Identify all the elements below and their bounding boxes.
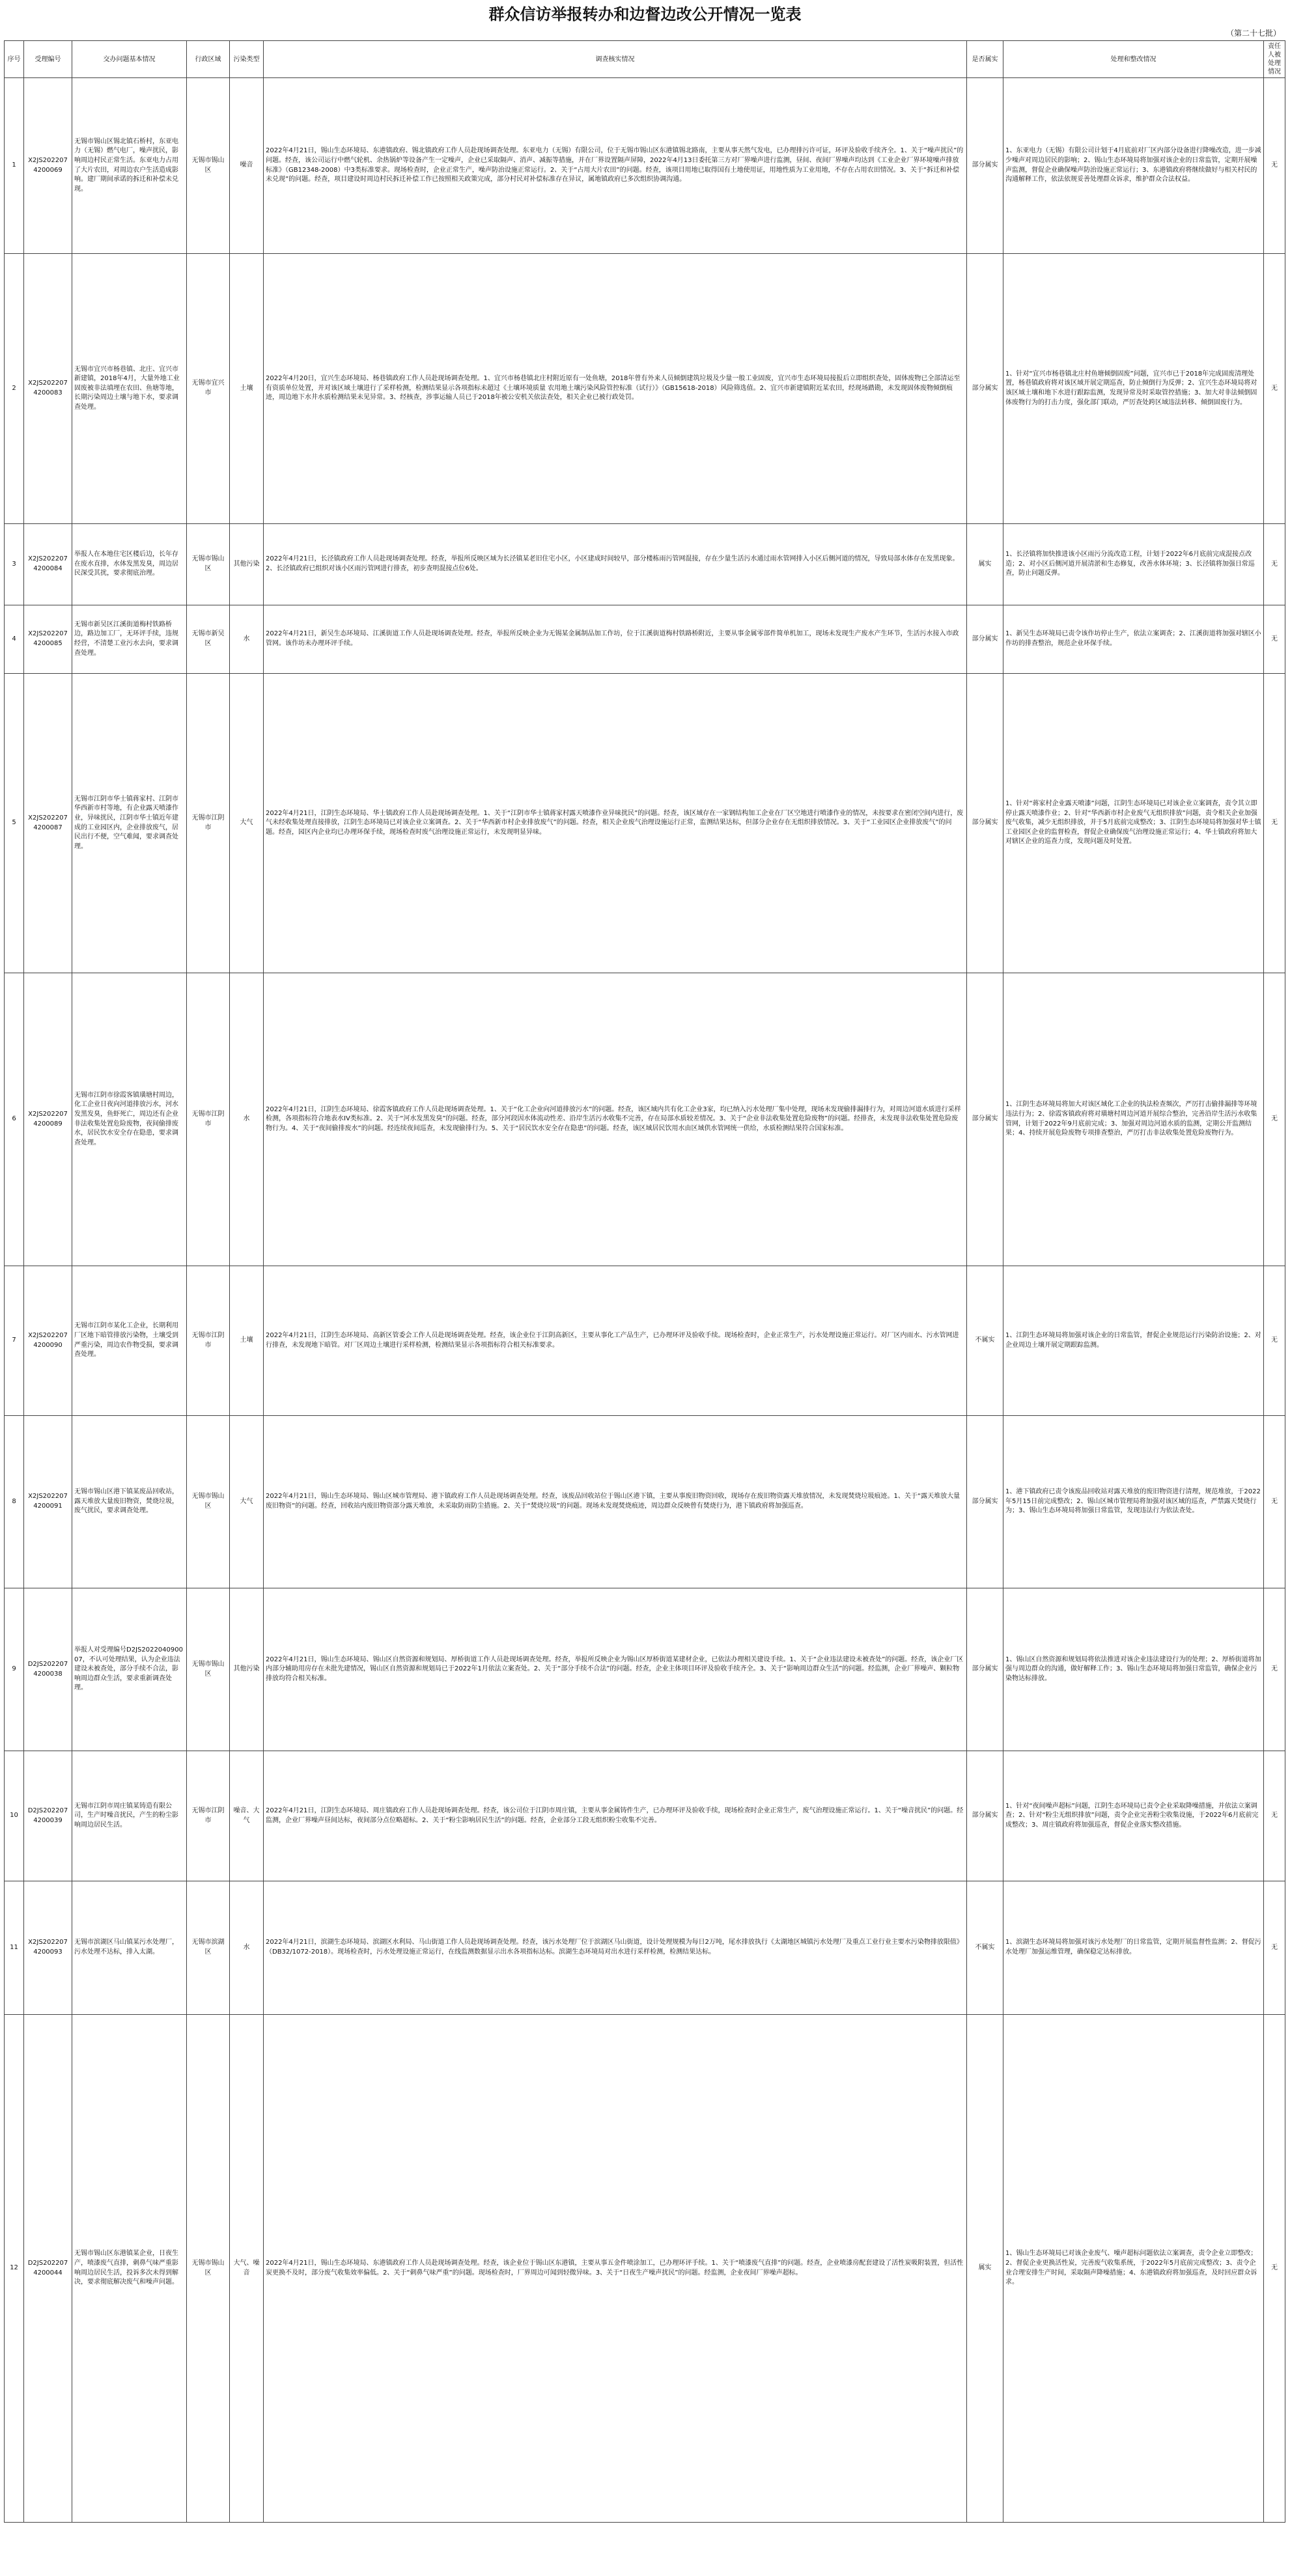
cell-issue: 无锡市锡山区锡北镇石桥村，东亚电力（无锡）燃气电厂，噪声扰民，影响周边村民正常生活。东亚电力占用了大片农田，对周边农户生活造成影响。建厂期间承诺的拆迁和补偿未兑现。 (72, 78, 187, 254)
header-result: 处理和整改情况 (1003, 41, 1264, 78)
cell-is-true: 不属实 (967, 1266, 1003, 1416)
cell-result: 1、针对“宜兴市杨巷镇北庄村鱼塘倾倒固废”问题，宜兴市已于2018年完成固废清理处置，杨巷镇政府将对该区域开展定期巡查，防止倾倒行为反弹；2、宜兴生态环境局将对该区域土壤和地下水进行跟踪监测，发现异常及时采取管控措施；3、加大对非法倾倒固体废物行为的打击力度，强化部门联动，严厉查处跨区域违法转移、倾倒固废行为。 (1003, 254, 1264, 524)
table-row (5, 254, 1285, 524)
header-region: 行政区域 (187, 41, 230, 78)
table-row (5, 674, 1285, 973)
cell-is-true: 部分属实 (967, 1416, 1003, 1588)
cell-result: 1、针对“蒋家村企业露天喷漆”问题，江阴生态环境局已对该企业立案调查，责令其立即停止露天喷漆作业；2、针对“华西新市村企业废气无组织排放”问题，责令相关企业加强废气收集，减少无组织排放，并于5月底前完成整改；3、江阴生态环境局将加强对华士镇工业园区企业的监督检查，督促企业确保废气治理设施正常运行；4、华士镇政府将加大对辖区企业的巡查力度，发现问题及时处置。 (1003, 674, 1264, 973)
cell-code: X2JS202207 4200085 (24, 605, 72, 674)
header-is-true: 是否属实 (967, 41, 1003, 78)
cell-type: 土壤 (230, 254, 264, 524)
cell-no: 3 (5, 524, 24, 605)
cell-verify: 2022年4月21日，江阴生态环境局、高新区管委会工作人员赴现场调查处理。经查，该企业位于江阴高新区，主要从事化工产品生产，已办理环评及验收手续。现场检查时，企业正常生产，污水处理设施正常运行。对厂区内雨水、污水管网进行排查，未发现地下暗管。对厂区周边土壤进行采样检测，检测结果显示各项指标符合相关标准要求。 (264, 1266, 967, 1416)
cell-verify: 2022年4月21日，滨湖生态环境局、滨湖区水利局、马山街道工作人员赴现场调查处理。经查，该污水处理厂位于滨湖区马山街道，设计处理规模为每日2万吨，尾水排放执行《太湖地区城镇污水处理厂及重点工业行业主要水污染物排放限值》（DB32/1072-2018）。现场检查时，污水处理设施正常运行，在线监测数据显示出水各项指标达标。滨湖生态环境局对出水进行采样检测，检测结果达标。 (264, 1881, 967, 2015)
header-type: 污染类型 (230, 41, 264, 78)
cell-issue: 无锡市江阴市某化工企业，长期利用厂区地下暗管排放污染物，土壤受到严重污染，周边农作物受损，要求调查处理。 (72, 1266, 187, 1416)
cell-region: 无锡市锡山区 (187, 1416, 230, 1588)
cell-type: 大气、噪音 (230, 2015, 264, 2523)
cell-is-true: 部分属实 (967, 1751, 1003, 1881)
header-verify: 调查核实情况 (264, 41, 967, 78)
cell-verify: 2022年4月21日，长泾镇政府工作人员赴现场调查处理。经查，举报所反映区域为长泾镇某老旧住宅小区，小区建成时间较早，部分楼栋雨污管网混接，存在少量生活污水通过雨水管网排入小区后侧河道的情况，导致局部水体存在发黑现象。2、长泾镇政府已组织对该小区雨污管网进行排查，初步查明混接点位6处。 (264, 524, 967, 605)
cell-verify: 2022年4月21日，锡山生态环境局、东港镇政府、锡北镇政府工作人员赴现场调查处理。东亚电力（无锡）有限公司，位于无锡市锡山区东港镇锡北路南，主要从事天然气发电，已办理排污许可证，环评及验收手续齐全。1、关于“噪声扰民”的问题。经查，该公司运行中燃气轮机、余热锅炉等设备产生一定噪声，企业已采取隔声、消声、减振等措施，并在厂界设置隔声屏障，2022年4月13日委托第三方对厂界噪声进行监测，昼间、夜间厂界噪声均达到《工业企业厂界环境噪声排放标准》（GB12348-2008）中3类标准要求。现场检查时，企业正常生产，噪声防治设施正常运行。2、关于“占用大片农田”的问题。经查，该项目用地已取得国有土地使用证，用地性质为工业用地，不存在占用农田情况。3、关于“拆迁和补偿未兑现”的问题。经查，项目建设时周边村民拆迁补偿工作已按照相关政策完成，部分村民对补偿标准存在异议，属地镇政府已多次组织协调沟通。 (264, 78, 967, 254)
cell-verify: 2022年4月21日，锡山生态环境局、锡山区自然资源和规划局、厚桥街道工作人员赴现场调查处理。经查，举报所反映企业为锡山区厚桥街道某建材企业，已依法办理相关建设手续。1、关于“企业违法建设未被查处”的问题。经查，该企业厂区内部分辅助用房存在未批先建情况，锡山区自然资源和规划局已于2022年1月依法立案查处。2、关于“部分手续不合法”的问题。经查，企业主体项目环评及验收手续齐全。3、关于“影响周边群众生活”的问题。经监测，企业厂界噪声、颗粒物排放均符合相关标准。 (264, 1588, 967, 1751)
cell-no: 8 (5, 1416, 24, 1588)
cell-code: X2JS202207 4200090 (24, 1266, 72, 1416)
cell-region: 无锡市滨湖区 (187, 1881, 230, 2015)
cell-type: 土壤 (230, 1266, 264, 1416)
cell-no: 11 (5, 1881, 24, 2015)
cell-accountable: 无 (1264, 605, 1285, 674)
table-row (5, 1588, 1285, 1751)
table-row (5, 2015, 1285, 2523)
cell-is-true: 部分属实 (967, 78, 1003, 254)
table-header-row (5, 41, 1285, 78)
cell-code: D2JS202207 4200039 (24, 1751, 72, 1881)
cell-code: X2JS202207 4200089 (24, 973, 72, 1266)
cell-issue: 举报人在本地住宅区楼后边，长年存在废水直排，水体发黑发臭，周边居民深受其扰，要求彻底治理。 (72, 524, 187, 605)
cell-type: 水 (230, 1881, 264, 2015)
cell-result: 1、滨湖生态环境局将加强对该污水处理厂的日常监管，定期开展监督性监测；2、督促污水处理厂加强运维管理，确保稳定达标排放。 (1003, 1881, 1264, 2015)
cell-code: X2JS202207 4200083 (24, 254, 72, 524)
cell-is-true: 属实 (967, 2015, 1003, 2523)
cell-verify: 2022年4月21日，新吴生态环境局、江溪街道工作人员赴现场调查处理。经查，举报所反映企业为无锡某金属制品加工作坊，位于江溪街道梅村铁路桥附近，主要从事金属零部件简单机加工，现场未发现生产废水产生环节，生活污水接入市政管网。该作坊未办理环评手续。 (264, 605, 967, 674)
header-code: 受理编号 (24, 41, 72, 78)
cell-region: 无锡市锡山区 (187, 524, 230, 605)
cell-issue: 无锡市江阴市徐霞客镇璜塘村周边，化工企业日夜向河道排放污水，河水发黑发臭，鱼虾死亡，周边还有企业非法收集处置危险废物，夜间偷排废水，居民饮水安全存在隐患，要求调查处理。 (72, 973, 187, 1266)
header-no: 序号 (5, 41, 24, 78)
cell-region: 无锡市江阴市 (187, 973, 230, 1266)
cell-no: 2 (5, 254, 24, 524)
cell-issue: 举报人对受理编号D2JS202204090007，不认可处理结果，认为企业违法建设未被查处，部分手续不合法，影响周边群众生活，要求重新调查处理。 (72, 1588, 187, 1751)
cell-result: 1、江阴生态环境局将加强对该企业的日常监管，督促企业规范运行污染防治设施；2、对企业周边土壤开展定期跟踪监测。 (1003, 1266, 1264, 1416)
cell-code: X2JS202207 4200084 (24, 524, 72, 605)
cell-accountable: 无 (1264, 78, 1285, 254)
cell-accountable: 无 (1264, 1751, 1285, 1881)
cell-type: 大气 (230, 674, 264, 973)
cell-issue: 无锡市锡山区港下镇某废品回收站，露天堆放大量废旧物资，焚烧垃圾，废气扰民，要求调查处理。 (72, 1416, 187, 1588)
batch-label: （第二十七批） (1226, 29, 1281, 38)
table-row (5, 1881, 1285, 2015)
complaints-table (4, 40, 1285, 2523)
cell-code: X2JS202207 4200087 (24, 674, 72, 973)
cell-no: 6 (5, 973, 24, 1266)
cell-issue: 无锡市宜兴市杨巷镇、北庄、宜兴市新建镇，2018年4月，大量外地工业固废被非法填埋在农田、鱼塘等地，长期污染周边土壤与地下水，要求调查处理。 (72, 254, 187, 524)
table-row (5, 973, 1285, 1266)
cell-verify: 2022年4月21日，锡山生态环境局、东港镇政府工作人员赴现场调查处理。经查，该企业位于锡山区东港镇，主要从事五金件喷涂加工，已办理环评手续。1、关于“喷漆废气直排”的问题。经查，企业喷漆房配套建设了活性炭吸附装置，但活性炭更换不及时，部分废气收集效率偏低。2、关于“刺鼻气味严重”的问题。现场检查时，厂界周边可闻到轻微异味。3、关于“日夜生产噪声扰民”的问题。经监测，企业夜间厂界噪声超标。 (264, 2015, 967, 2523)
cell-no: 1 (5, 78, 24, 254)
cell-region: 无锡市江阴市 (187, 1751, 230, 1881)
cell-type: 水 (230, 973, 264, 1266)
cell-accountable: 无 (1264, 2015, 1285, 2523)
cell-no: 9 (5, 1588, 24, 1751)
cell-type: 其他污染 (230, 1588, 264, 1751)
cell-type: 大气 (230, 1416, 264, 1588)
cell-is-true: 属实 (967, 524, 1003, 605)
table-row (5, 1751, 1285, 1881)
cell-type: 噪音、大气 (230, 1751, 264, 1881)
cell-accountable: 无 (1264, 674, 1285, 973)
cell-result: 1、新吴生态环境局已责令该作坊停止生产，依法立案调查；2、江溪街道将加强对辖区小作坊的排查整治，规范企业环保手续。 (1003, 605, 1264, 674)
cell-region: 无锡市江阴市 (187, 674, 230, 973)
cell-is-true: 不属实 (967, 1881, 1003, 2015)
cell-accountable: 无 (1264, 1881, 1285, 2015)
cell-code: X2JS202207 4200069 (24, 78, 72, 254)
cell-is-true: 部分属实 (967, 674, 1003, 973)
cell-result: 1、锡山生态环境局已对该企业废气、噪声超标问题依法立案调查，责令企业立即整改；2、督促企业更换活性炭，完善废气收集系统，于2022年5月底前完成整改；3、责令企业合理安排生产时间，采取隔声降噪措施；4、东港镇政府将加强巡查，及时回应群众诉求。 (1003, 2015, 1264, 2523)
cell-code: X2JS202207 4200091 (24, 1416, 72, 1588)
cell-accountable: 无 (1264, 524, 1285, 605)
cell-verify: 2022年4月21日，江阴生态环境局、华士镇政府工作人员赴现场调查处理。1、关于“江阴市华士镇蒋家村露天喷漆作业异味扰民”的问题。经查，该区域存在一家钢结构加工企业在厂区空地进行喷漆作业的情况，未按要求在密闭空间内进行，废气未经收集处理直接排放，江阴生态环境局已对该企业立案调查。2、关于“华西新市村企业排放废气”的问题。经查，相关企业废气治理设施运行正常，监测结果达标，但部分企业存在无组织排放情况。3、关于“工业园区企业排放废气”的问题。经查，园区内企业均已办理环保手续，现场检查时废气治理设施正常运行，未发现明显异味。 (264, 674, 967, 973)
cell-code: D2JS202207 4200044 (24, 2015, 72, 2523)
header-accountable: 责任人被处理情况 (1264, 41, 1285, 78)
cell-code: D2JS202207 4200038 (24, 1588, 72, 1751)
cell-region: 无锡市锡山区 (187, 78, 230, 254)
cell-result: 1、针对“夜间噪声超标”问题，江阴生态环境局已责令企业采取降噪措施，并依法立案调查；2、针对“粉尘无组织排放”问题，责令企业完善粉尘收集设施，于2022年6月底前完成整改；3、周庄镇政府将加强巡查，督促企业落实整改措施。 (1003, 1751, 1264, 1881)
cell-is-true: 部分属实 (967, 254, 1003, 524)
cell-region: 无锡市锡山区 (187, 1588, 230, 1751)
cell-no: 5 (5, 674, 24, 973)
cell-no: 7 (5, 1266, 24, 1416)
table-row (5, 605, 1285, 674)
cell-is-true: 部分属实 (967, 1588, 1003, 1751)
cell-accountable: 无 (1264, 1266, 1285, 1416)
cell-region: 无锡市新吴区 (187, 605, 230, 674)
cell-no: 12 (5, 2015, 24, 2523)
table-row (5, 78, 1285, 254)
cell-result: 1、锡山区自然资源和规划局将依法推进对该企业违法建设行为的处理；2、厚桥街道将加强与周边群众的沟通，做好解释工作；3、锡山生态环境局将加强日常监管，确保企业污染物达标排放。 (1003, 1588, 1264, 1751)
header-issue: 交办问题基本情况 (72, 41, 187, 78)
cell-verify: 2022年4月20日，宜兴生态环境局、杨巷镇政府工作人员赴现场调查处理。1、宜兴市杨巷镇北庄村附近原有一处鱼塘，2018年曾有外来人员倾倒建筑垃圾及少量一般工业固废，宜兴市生态环境局接报后立即组织查处，固体废物已全部清运至有资质单位处置，并对该区域土壤进行了采样检测，检测结果显示各项指标未超过《土壤环境质量 农用地土壤污染风险管控标准（试行）》（GB15618-2018）风险筛选值。2、宜兴市新建镇附近某农田，经现场踏勘，未发现固体废物倾倒痕迹，周边地下水井水质检测结果未见异常。3、经核查，涉事运输人员已于2018年被公安机关依法查处，相关企业已被行政处罚。 (264, 254, 967, 524)
cell-type: 其他污染 (230, 524, 264, 605)
cell-no: 10 (5, 1751, 24, 1881)
cell-accountable: 无 (1264, 1416, 1285, 1588)
cell-verify: 2022年4月21日，江阴生态环境局、徐霞客镇政府工作人员赴现场调查处理。1、关于“化工企业向河道排放污水”的问题。经查，该区域内共有化工企业3家，均已纳入污水处理厂集中处理，现场未发现偷排漏排行为，对周边河道水质进行采样检测，各项指标符合地表水IV类标准。2、关于“河水发黑发臭”的问题。经查，部分河段因水体流动性差、沿岸生活污水收集不完善，存在局部水质较差情况。3、关于“企业非法收集处置危险废物”的问题。经排查，未发现非法收集处置危险废物行为。4、关于“夜间偷排废水”的问题。经连续夜间巡查，未发现偷排行为。5、关于“居民饮水安全存在隐患”的问题。经查，该区域居民饮用水由区域供水管网统一供给，水质检测结果符合国家标准。 (264, 973, 967, 1266)
cell-is-true: 部分属实 (967, 973, 1003, 1266)
cell-result: 1、东亚电力（无锡）有限公司计划于4月底前对厂区内部分设备进行降噪改造，进一步减少噪声对周边居民的影响；2、锡山生态环境局将加强对该企业的日常监管，定期开展噪声监测，督促企业确保噪声防治设施正常运行；3、东港镇政府将继续做好与相关村民的沟通解释工作，依法依规妥善处理群众诉求，维护群众合法权益。 (1003, 78, 1264, 254)
table-row (5, 1416, 1285, 1588)
cell-accountable: 无 (1264, 254, 1285, 524)
cell-issue: 无锡市江阴市华士镇蒋家村、江阴市华西新市村等地，有企业露天喷漆作业，异味扰民，江阴市华士镇近年建成的工业园区内，企业排放废气，居民出行不便，空气难闻，要求调查处理。 (72, 674, 187, 973)
table-row (5, 524, 1285, 605)
cell-verify: 2022年4月21日，锡山生态环境局、锡山区城市管理局、港下镇政府工作人员赴现场调查处理。经查，该废品回收站位于锡山区港下镇，主要从事废旧物资回收，现场存在废旧物资露天堆放情况，未发现焚烧垃圾痕迹。1、关于“露天堆放大量废旧物资”的问题。经查，回收站内废旧物资部分露天堆放，未采取防雨防尘措施。2、关于“焚烧垃圾”的问题。现场未发现焚烧痕迹，周边群众反映曾有焚烧行为，港下镇政府将加强巡查。 (264, 1416, 967, 1588)
cell-region: 无锡市宜兴市 (187, 254, 230, 524)
cell-issue: 无锡市锡山区东港镇某企业，日夜生产，喷漆废气直排，刺鼻气味严重影响周边居民生活，投诉多次未得到解决，要求彻底解决废气和噪声问题。 (72, 2015, 187, 2523)
cell-issue: 无锡市新吴区江溪街道梅村铁路桥边，路边加工厂，无环评手续，违规经营，不清楚工业污水去向，要求调查处理。 (72, 605, 187, 674)
cell-no: 4 (5, 605, 24, 674)
cell-is-true: 部分属实 (967, 605, 1003, 674)
cell-issue: 无锡市滨湖区马山镇某污水处理厂，污水处理不达标，排入太湖。 (72, 1881, 187, 2015)
cell-result: 1、长泾镇将加快推进该小区雨污分流改造工程，计划于2022年6月底前完成混接点改造；2、对小区后侧河道开展清淤和生态修复，改善水体环境；3、长泾镇将加强日常巡查，防止问题反弹。 (1003, 524, 1264, 605)
cell-result: 1、江阴生态环境局将加大对该区域化工企业的执法检查频次，严厉打击偷排漏排等环境违法行为；2、徐霞客镇政府将对璜塘村周边河道开展综合整治，完善沿岸生活污水收集管网，计划于2022年9月底前完成；3、加强对周边河道水质的监测，定期公开监测结果；4、持续开展危险废物专项排查整治，严厉打击非法收集处置危险废物行为。 (1003, 973, 1264, 1266)
cell-type: 水 (230, 605, 264, 674)
cell-issue: 无锡市江阴市周庄镇某铸造有限公司，生产时噪音扰民，产生的粉尘影响周边居民生活。 (72, 1751, 187, 1881)
cell-code: X2JS202207 4200093 (24, 1881, 72, 2015)
cell-accountable: 无 (1264, 1588, 1285, 1751)
cell-region: 无锡市锡山区 (187, 2015, 230, 2523)
cell-type: 噪音 (230, 78, 264, 254)
table-row (5, 1266, 1285, 1416)
cell-verify: 2022年4月21日，江阴生态环境局、周庄镇政府工作人员赴现场调查处理。经查，该公司位于江阴市周庄镇，主要从事金属铸件生产，已办理环评及验收手续，现场检查时企业正常生产，废气治理设施正常运行。1、关于“噪音扰民”的问题。经监测，企业厂界噪声昼间达标，夜间部分点位略超标。2、关于“粉尘影响居民生活”的问题。经查，企业部分工段无组织粉尘收集不完善。 (264, 1751, 967, 1881)
cell-result: 1、港下镇政府已责令该废品回收站对露天堆放的废旧物资进行清理，规范堆放，于2022年5月15日前完成整改；2、锡山区城市管理局将加强对该区域的巡查，严禁露天焚烧行为；3、锡山生态环境局将加强日常监管，发现违法行为依法查处。 (1003, 1416, 1264, 1588)
cell-accountable: 无 (1264, 973, 1285, 1266)
page-title: 群众信访举报转办和边督边改公开情况一览表 (488, 5, 802, 23)
cell-region: 无锡市江阴市 (187, 1266, 230, 1416)
